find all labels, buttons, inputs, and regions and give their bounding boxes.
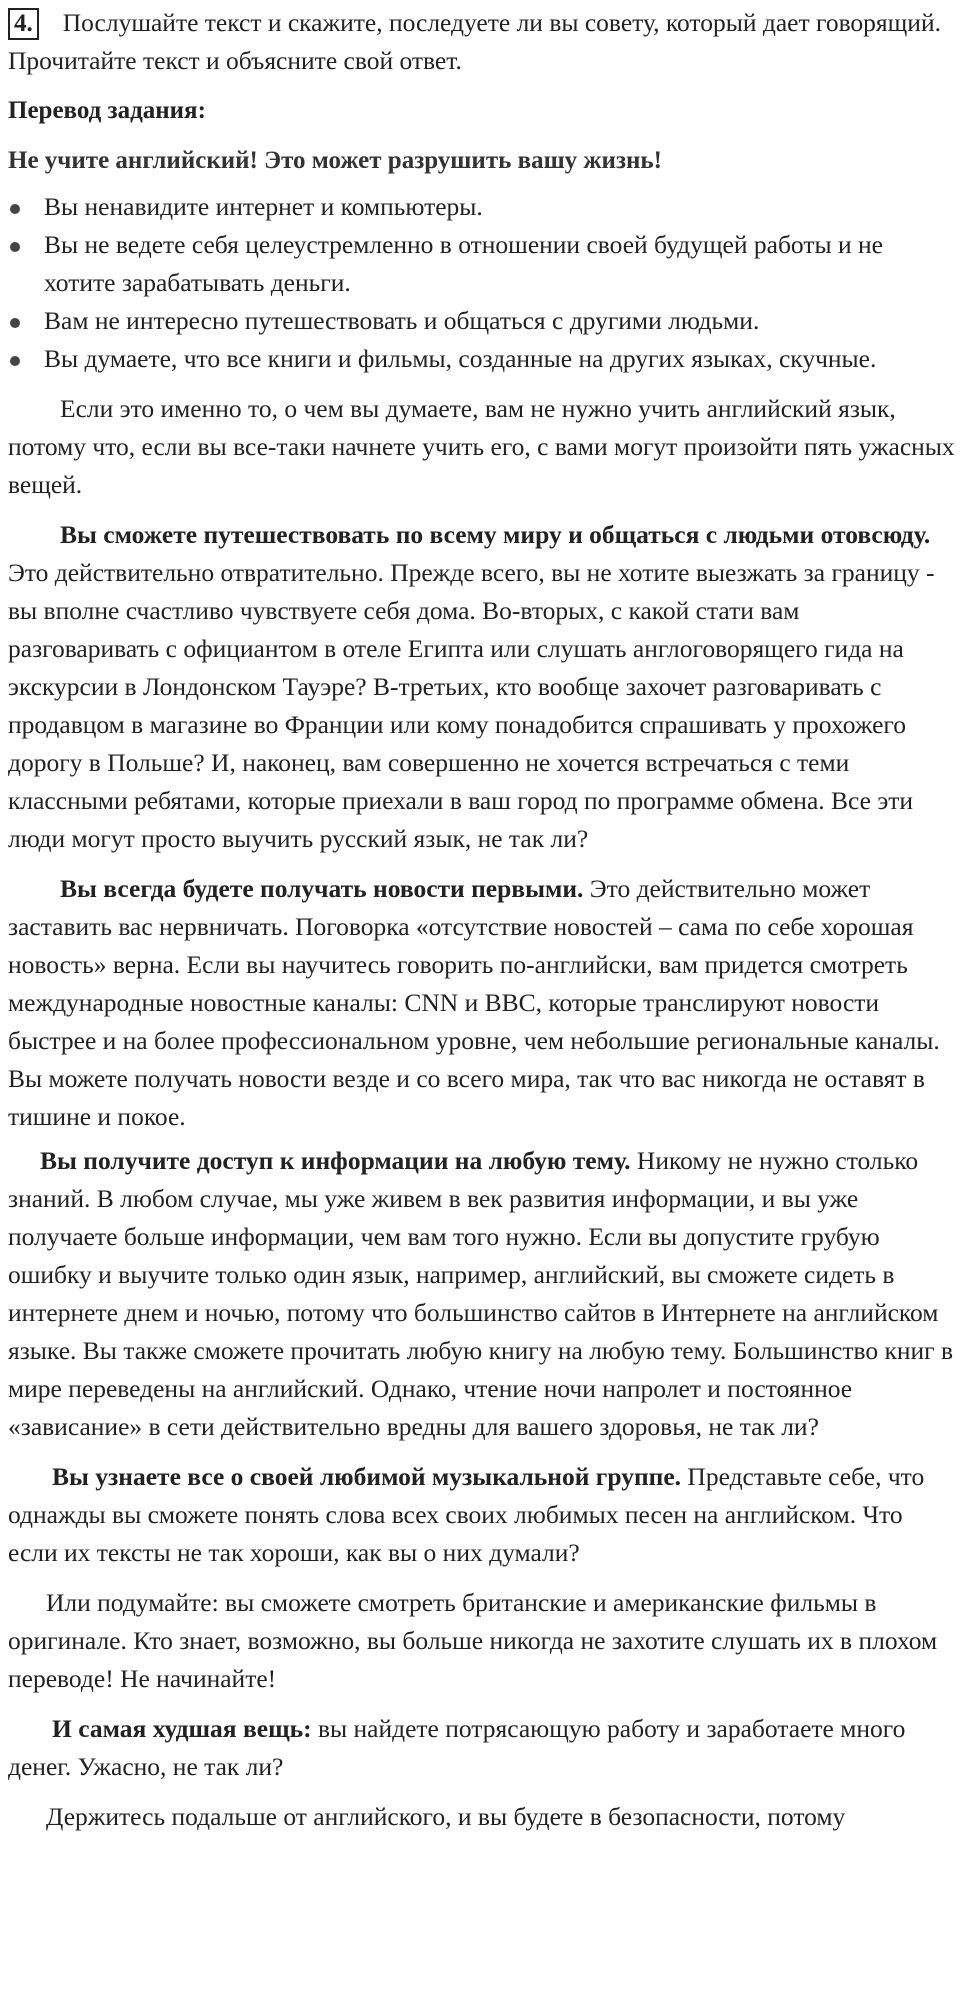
task-instruction: Послушайте текст и скажите, последуете ли вы совету, который дает говорящий. Прочитайте текст и объясните свой ответ. bbox=[8, 8, 941, 75]
paragraph-information-text: Никому не нужно столько знаний. В любом случае, мы уже живем в век развития информации, и вы уже получаете больше информации, чем вам того нужно. Если вы допустите грубую ошибку и выучите только один язык, например, английский, вы сможете сидеть в интернете днем и ночью, потому что большинство сайтов в Интернете на английском языке. Вы также сможете прочитать любую книгу на любую тему. Большинство книг в мире переведены на английский. Однако, чтение ночи напролет и постоянное «зависание» в сети действительно вредны для вашего здоровья, не так ли? bbox=[8, 1146, 954, 1441]
list-item: Вам не интересно путешествовать и общаться с другими людьми. bbox=[8, 302, 956, 340]
paragraph-travel-lead: Вы сможете путешествовать по всему миру и общаться с людьми отовсюду. bbox=[60, 520, 931, 549]
paragraph-news bbox=[8, 870, 956, 1136]
task-number: 4. bbox=[8, 8, 39, 40]
intro-paragraph: Если это именно то, о чем вы думаете, вам не нужно учить английский язык, потому что, если вы все-таки начнете учить его, с вами могут произойти пять ужасных вещей. bbox=[8, 394, 955, 499]
paragraph-worst-text: вы найдете потрясающую работу и заработаете много денег. Ужасно, не так ли? bbox=[8, 1714, 906, 1781]
list-item: Вы думаете, что все книги и фильмы, созданные на других языках, скучные. bbox=[8, 340, 956, 378]
list-item: Вы ненавидите интернет и компьютеры. bbox=[8, 188, 956, 226]
article-title: Не учите английский! Это может разрушить вашу жизнь! bbox=[8, 147, 662, 174]
task-instruction-block bbox=[8, 4, 956, 80]
paragraph-music-lead: Вы узнаете все о своей любимой музыкальной группе. bbox=[52, 1462, 682, 1491]
closing-paragraph: Держитесь подальше от английского, и вы будете в безопасности, потому bbox=[46, 1802, 846, 1831]
paragraph-news-lead: Вы всегда будете получать новости первыми. bbox=[60, 874, 584, 903]
list-item: Вы не ведете себя целеустремленно в отношении своей будущей работы и не хотите зарабатывать деньги. bbox=[8, 226, 956, 302]
paragraph-worst-lead: И самая худшая вещь: bbox=[52, 1714, 312, 1743]
paragraph-information bbox=[8, 1142, 956, 1446]
paragraph-travel-text: Это действительно отвратительно. Прежде всего, вы не хотите выезжать за границу - вы вполне счастливо чувствуете себя дома. Во-вторых, с какой стати вам разговаривать с официантом в отеле Египта или слушать англоговорящего гида на экскурсии в Лондонском Тауэре? В-третьих, кто вообще захочет разговаривать с продавцом в магазине во Франции или кому понадобится спрашивать у прохожего дорогу в Польше? И, наконец, вам совершенно не хочется встречаться с теми классными ребятами, которые приехали в ваш город по программе обмена. Все эти люди могут просто выучить русский язык, не так ли? bbox=[8, 558, 935, 853]
paragraph-worst bbox=[8, 1710, 956, 1786]
paragraph-music-text: Представьте себе, что однажды вы сможете понять слова всех своих любимых песен на английском. Что если их тексты не так хороши, как вы о них думали? bbox=[8, 1462, 925, 1567]
document-page bbox=[8, 4, 956, 1836]
paragraph-travel bbox=[8, 516, 956, 858]
paragraph-music bbox=[8, 1458, 956, 1572]
paragraph-news-text: Это действительно может заставить вас нервничать. Поговорка «отсутствие новостей – сама по себе хорошая новость» верна. Если вы научитесь говорить по-английски, вам придется смотреть международные новостные каналы: CNN и BBC, которые транслируют новости быстрее и на более профессиональном уровне, чем небольшие региональные каналы. Вы можете получать новости везде и со всего мира, так что вас никогда не оставят в тишине и покое. bbox=[8, 874, 940, 1131]
paragraph-information-lead: Вы получите доступ к информации на любую тему. bbox=[40, 1146, 631, 1175]
translation-heading: Перевод задания: bbox=[8, 97, 206, 124]
bullet-list bbox=[8, 188, 956, 378]
paragraph-films: Или подумайте: вы сможете смотреть британские и американские фильмы в оригинале. Кто знает, возможно, вы больше никогда не захотите слушать их в плохом переводе! Не начинайте! bbox=[8, 1588, 938, 1693]
